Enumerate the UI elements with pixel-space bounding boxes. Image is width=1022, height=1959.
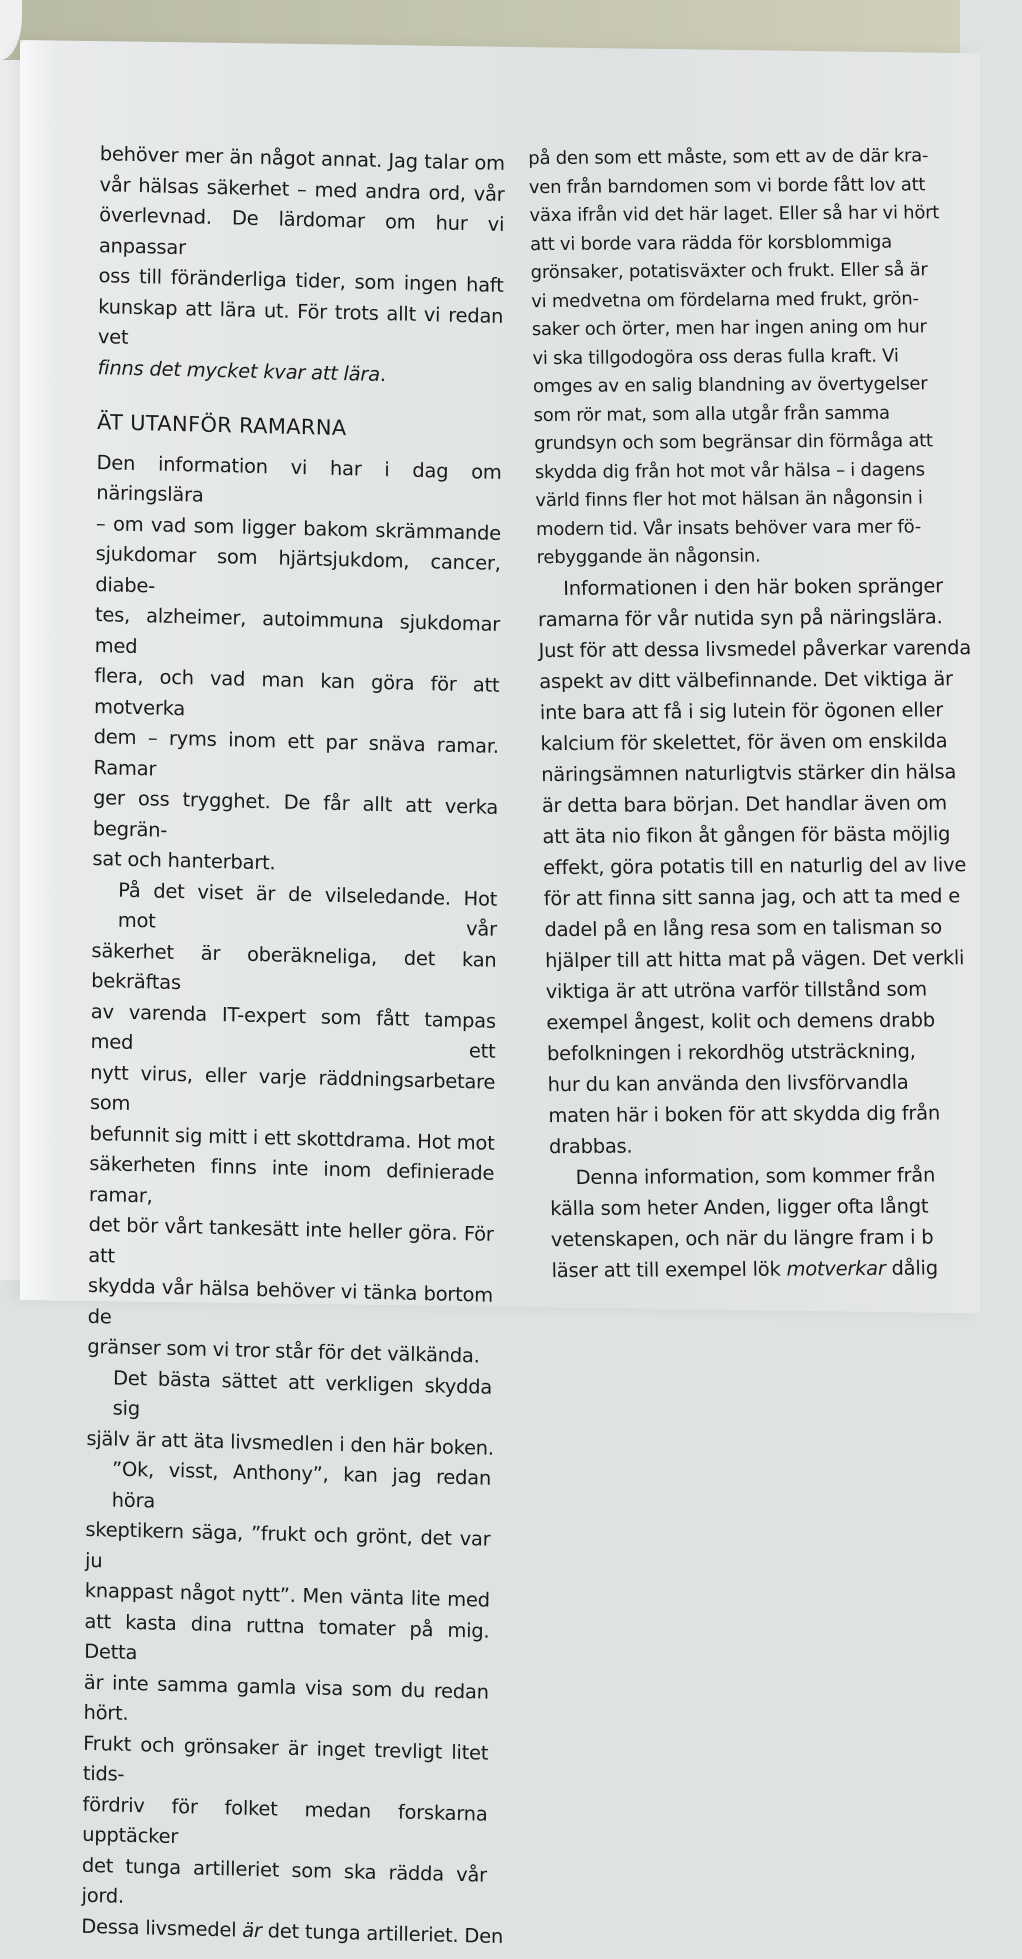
text-line: Informationen i den här boken spränger bbox=[563, 573, 944, 600]
punctuation: . bbox=[379, 362, 386, 386]
text-line: Denna information, som kommer från bbox=[575, 1162, 936, 1189]
emphasis-text: finns det mycket kvar att lära bbox=[97, 355, 380, 386]
text-line: exempel ångest, kolit och demens drabb bbox=[546, 1007, 936, 1034]
text-line: vetenskapen, och när du längre fram i b bbox=[550, 1225, 934, 1251]
text-line: sat och hanterbart. bbox=[92, 846, 276, 875]
text-line: maten här i boken för att skydda dig från bbox=[548, 1100, 941, 1127]
left-column bbox=[81, 139, 505, 1952]
text-line: vi ska tillgodogöra oss deras fulla kraft. Vi bbox=[532, 345, 899, 369]
paragraph bbox=[528, 142, 1007, 573]
text-line: befolkningen i rekordhög utsträckning, bbox=[546, 1039, 916, 1065]
text-line: som rör mat, som alla utgår från samma bbox=[533, 402, 891, 426]
text-line: det tunga artilleriet som ska rädda vår jord. bbox=[81, 1853, 488, 1908]
text-line: överlevnad. De lärdomar om hur vi anpassar bbox=[98, 203, 505, 259]
text-line: omges av en salig blandning av övertygelser bbox=[532, 373, 928, 398]
text-line: tes, alzheimer, autoimmuna sjukdomar med bbox=[94, 603, 501, 658]
text-line: nytt virus, eller varje räddningsarbetare som bbox=[89, 1060, 496, 1115]
text-line: själv är att äta livsmedlen i den här boken. bbox=[86, 1426, 494, 1460]
paragraph bbox=[92, 448, 501, 885]
text-line: dadel på en lång resa som en talisman so bbox=[544, 914, 943, 941]
text-line: vi medvetna om fördelarna med frukt, grön- bbox=[531, 287, 919, 312]
text-line: sjukdomar som hjärtsjukdom, cancer, diabe- bbox=[95, 542, 501, 597]
text-segment: läser att till exempel lök bbox=[551, 1257, 787, 1282]
text-line: skeptikern säga, ”frukt och grönt, det var ju bbox=[84, 1517, 491, 1572]
section-heading: ÄT UTANFÖR RAMARNA bbox=[96, 410, 347, 441]
text-line: skydda dig från hot mot vår hälsa – i dagens bbox=[534, 458, 925, 483]
text-line: rebyggande än någonsin. bbox=[536, 545, 761, 569]
text-line: säkerheten finns inte inom definierade ramar, bbox=[88, 1151, 495, 1207]
text-segment: det tunga artilleriet. Den bbox=[261, 1918, 504, 1948]
text-line: fördriv för folket medan forskarna upptäcker bbox=[82, 1792, 488, 1849]
text-line: Frukt och grönsaker är inget trevligt litet tids- bbox=[82, 1731, 489, 1786]
text-line: ger oss trygghet. De får allt att verka begrän- bbox=[92, 785, 499, 842]
text-line: för att finna sitt sanna jag, och att ta med e bbox=[543, 883, 961, 910]
text-segment: Dessa livsmedel bbox=[81, 1914, 243, 1942]
text-line: hjälper till att hitta mat på vägen. Det verkli bbox=[544, 945, 965, 972]
text-line: behöver mer än något annat. Jag talar om bbox=[99, 142, 505, 176]
text-line: kalcium för skelettet, för även om enskilda bbox=[540, 728, 948, 755]
text-line: Det bästa sättet att verkligen skydda sig bbox=[112, 1366, 493, 1421]
text-line: drabbas. bbox=[548, 1134, 633, 1158]
text-line: hur du kan använda den livsförvandla bbox=[547, 1070, 909, 1096]
page-gutter-shading bbox=[20, 40, 60, 1301]
paragraph bbox=[549, 1158, 1021, 1285]
text-line: – om vad som ligger bakom skrämmande bbox=[95, 511, 502, 545]
text-line: växa ifrån vid det här laget. Eller så har vi hört bbox=[529, 202, 940, 227]
text-line: ”Ok, visst, Anthony”, kan jag redan höra bbox=[111, 1457, 492, 1513]
text-line: att vi borde vara rädda för korsblommiga bbox=[529, 231, 893, 255]
text-line: saker och örter, men har ingen aning om hur bbox=[531, 316, 927, 341]
text-line: näringsämnen naturligtvis stärker din hälsa bbox=[540, 759, 957, 786]
text-line: På det viset är de vilseledande. Hot mot vår bbox=[117, 878, 498, 941]
text-line: värld finns fler hot mot hälsan än någonsin i bbox=[535, 487, 923, 512]
text-line bbox=[551, 1251, 1022, 1285]
text-line: vår hälsas säkerhet – med andra ord, vår bbox=[99, 172, 505, 206]
text-line: Just för att dessa livsmedel påverkar varenda bbox=[538, 635, 972, 662]
paragraph bbox=[87, 874, 497, 1372]
text-line: oss till föränderliga tider, som ingen haft bbox=[98, 264, 504, 297]
text-line: grundsyn och som begränsar din förmåga att bbox=[534, 430, 933, 455]
text-line: att kasta dina ruttna tomater på mig. Detta bbox=[84, 1609, 490, 1665]
text-line: källa som heter Anden, ligger ofta långt bbox=[550, 1194, 929, 1220]
text-line: befunnit sig mitt i ett skottdrama. Hot mot bbox=[89, 1121, 495, 1155]
text-line: flera, och vad man kan göra för att motverka bbox=[93, 664, 500, 720]
text-line: inte bara att få i sig lutein för ögonen eller bbox=[539, 697, 944, 724]
paragraph bbox=[86, 1362, 492, 1463]
text-line: aspekt av ditt välbefinnande. Det viktiga är bbox=[538, 666, 954, 693]
emphasis-text: motverkar bbox=[786, 1256, 886, 1281]
text-line: knappast något nytt”. Men vänta lite med bbox=[84, 1578, 490, 1612]
text-line: är inte samma gamla visa som du redan hört. bbox=[83, 1670, 489, 1725]
text-line: ven från barndomen som vi borde fått lov att bbox=[528, 173, 926, 198]
book-page bbox=[20, 40, 980, 1948]
text-line: av varenda IT-expert som fått tampas med ett bbox=[90, 999, 496, 1063]
text-line: är detta bara början. Det handlar även om bbox=[541, 790, 948, 817]
text-line: viktiga är att utröna varför tillstånd som bbox=[545, 976, 928, 1003]
text-line: skydda vår hälsa behöver vi tänka bortom de bbox=[87, 1273, 494, 1328]
text-line: kunskap att lära ut. För trots allt vi redan vet bbox=[97, 294, 504, 349]
text-line: det bör vårt tankesätt inte heller göra. För att bbox=[88, 1212, 494, 1268]
text-line: att äta nio fikon åt gången för bästa möjlig bbox=[542, 821, 951, 848]
text-line: dem – ryms inom ett par snäva ramar. Ramar bbox=[93, 724, 499, 781]
text-line: Den information vi har i dag om näringslära bbox=[96, 450, 502, 507]
emphasis-text: är bbox=[242, 1918, 262, 1942]
text-line: ramarna för vår nutida syn på näringslära. bbox=[537, 604, 943, 631]
text-line: säkerhet är oberäkneliga, det kan bekräftas bbox=[91, 938, 497, 995]
text-line: modern tid. Vår insats behöver vara mer fö- bbox=[535, 515, 922, 540]
text-line: effekt, göra potatis till en naturlig del av live bbox=[542, 852, 967, 879]
text-line: gränser som vi tror står för det välkända. bbox=[87, 1334, 480, 1368]
text-segment: dålig bbox=[885, 1255, 939, 1280]
paragraph bbox=[81, 1454, 504, 1952]
paragraph bbox=[537, 569, 1019, 1161]
text-line: grönsaker, potatisväxter och frukt. Eller så är bbox=[530, 259, 928, 284]
intro-paragraph bbox=[97, 139, 505, 393]
text-line: på den som ett måste, som ett av de där kra- bbox=[528, 145, 929, 170]
right-column bbox=[528, 142, 1022, 1286]
